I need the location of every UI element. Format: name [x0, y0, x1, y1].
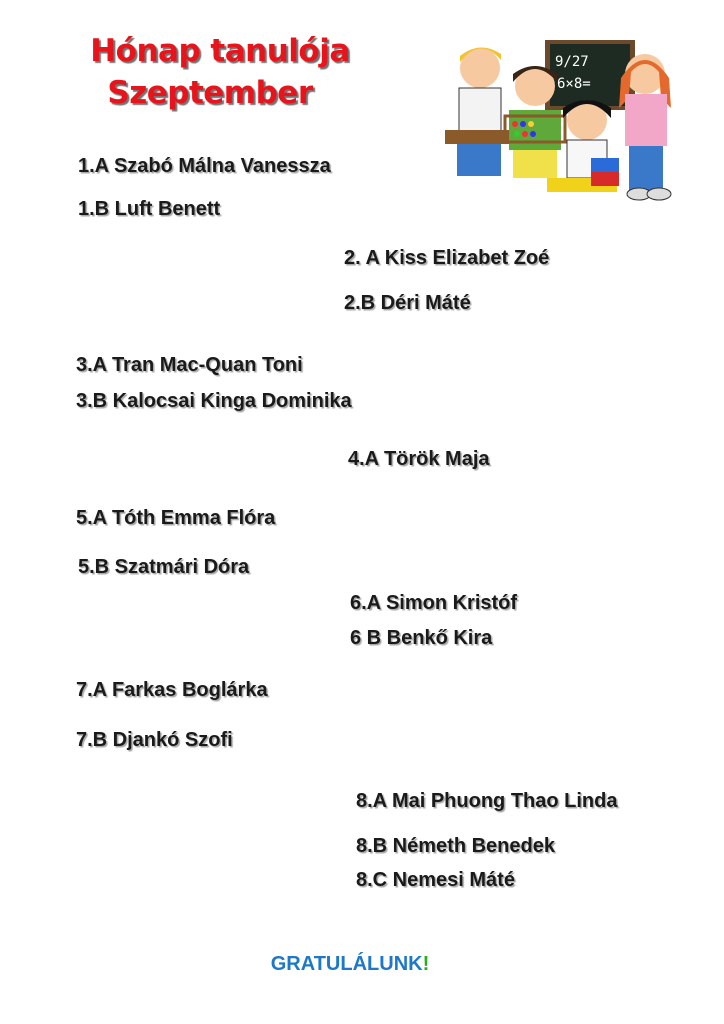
list-item: 3.B Kalocsai Kinga Dominika — [76, 390, 352, 412]
congratulations-text: GRATULÁLUNK — [270, 953, 423, 975]
list-item: 4.A Török Maja — [348, 448, 490, 470]
list-item: 6 B Benkő Kira — [350, 627, 493, 649]
list-item: 1.A Szabó Málna Vanessza — [78, 155, 331, 177]
list-item: 8.C Nemesi Máté — [356, 869, 515, 891]
children-classroom-illustration — [445, 38, 677, 204]
svg-text:9/27: 9/27 — [555, 54, 589, 70]
svg-text:6×8=: 6×8= — [557, 76, 591, 92]
list-item: 2. A Kiss Elizabet Zoé — [344, 247, 550, 269]
list-item: 2.B Déri Máté — [344, 292, 471, 314]
list-item: 8.B Németh Benedek — [356, 835, 555, 857]
list-item: 6.A Simon Kristóf — [350, 592, 518, 614]
exclamation-mark: ! — [422, 953, 430, 975]
page-subtitle-month: Szeptember — [107, 75, 313, 111]
list-item: 3.A Tran Mac-Quan Toni — [76, 354, 303, 376]
list-item: 7.A Farkas Boglárka — [76, 679, 268, 701]
congratulations-footer — [0, 953, 700, 976]
list-item: 8.A Mai Phuong Thao Linda — [356, 790, 618, 812]
list-item: 7.B Djankó Szofi — [76, 729, 233, 751]
page-title: Hónap tanulója — [90, 33, 350, 69]
list-item: 5.A Tóth Emma Flóra — [76, 507, 276, 529]
list-item: 5.B Szatmári Dóra — [78, 556, 250, 578]
list-item: 1.B Luft Benett — [78, 198, 221, 220]
